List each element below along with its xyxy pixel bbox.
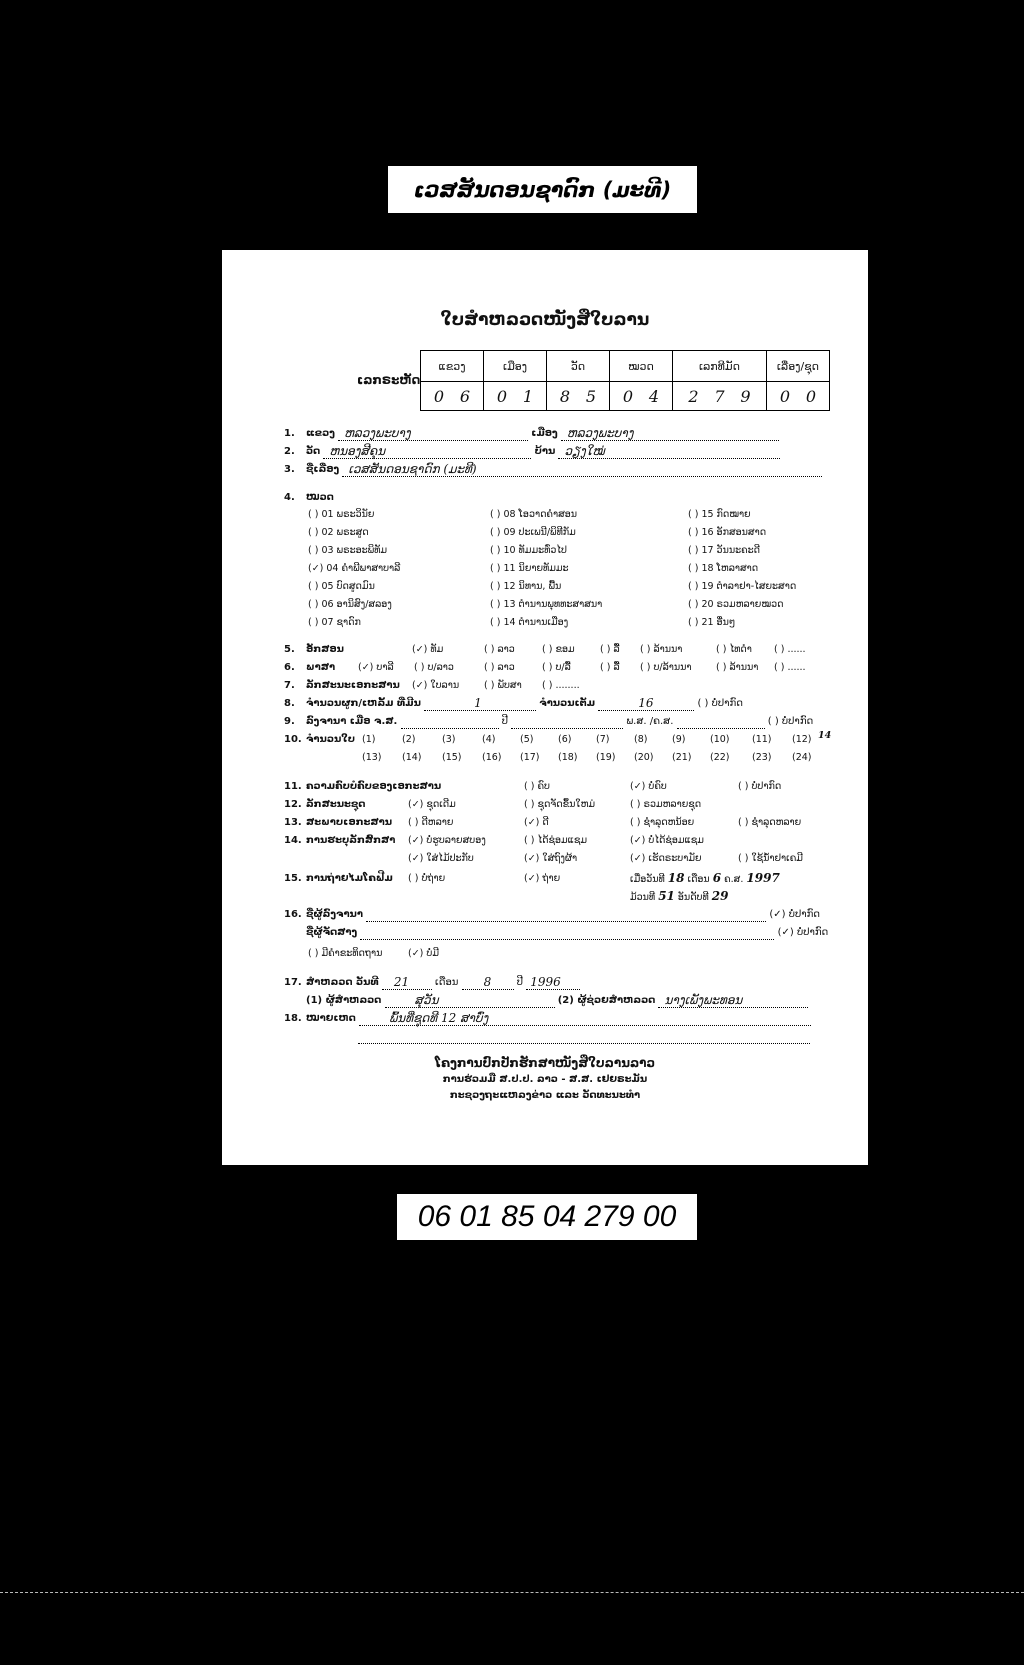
- code-digit: 4: [648, 386, 660, 406]
- completeness-option: (✓) ບໍ່ຄົບ: [630, 781, 667, 792]
- field-label: ບ້ານ: [534, 446, 556, 457]
- category-option: ( ) 10 ທັມມະທົ່ວໄປ: [490, 545, 567, 556]
- page-box: (6): [558, 734, 572, 745]
- survey-year: 1996: [530, 975, 561, 989]
- code-digit: 0: [779, 386, 791, 406]
- language-option: ( ) ບ/ລ້ານນາ: [640, 662, 692, 673]
- category-option: ( ) 15 ກົດໝາຍ: [688, 509, 751, 520]
- form-title: ໃບສຳຫລວດໜັງສືໃບລານ: [440, 310, 650, 330]
- page-box: (8): [634, 734, 648, 745]
- category-option: ( ) 14 ຕຳນານເມືອງ: [490, 617, 569, 628]
- survey-month-label: ເດືອນ: [435, 977, 459, 988]
- code-header-story: ເລື່ອງ/ຊຸດ: [767, 351, 830, 382]
- bundles-value: 1: [474, 696, 482, 710]
- code-header-temple: ວັດ: [547, 351, 610, 382]
- field-number: 15.: [284, 873, 302, 884]
- field-label: ຈຳນວນຜູກ/ເຫລັ້ມ ທີ່ມີນ: [306, 698, 421, 709]
- story-value-line: [342, 464, 822, 477]
- page-box: (13): [362, 752, 382, 763]
- category-option: ( ) 09 ປະເພນີ/ພິທີກັມ: [490, 527, 576, 538]
- code-cell-category: [610, 382, 673, 411]
- field-number: 18.: [284, 1013, 302, 1024]
- survey-day: 21: [393, 975, 410, 989]
- category-option: ( ) 16 ອັກສອນສາດ: [688, 527, 767, 538]
- prayer-option: ( ) ມີຄຳຂະທິດຖານ: [308, 948, 383, 959]
- preservation-option: (✓) ບໍ່ຮູບລາຍສບອງ: [408, 835, 486, 846]
- script-option: ( ) ລາວ: [484, 644, 515, 655]
- donor-line: [366, 909, 766, 922]
- surveyor-row: [306, 994, 808, 1008]
- microfilm-row: [284, 872, 393, 886]
- category-option: ( ) 01 ພຣະວິນັຍ: [308, 509, 375, 520]
- scribe-line: [360, 927, 774, 940]
- material-option: (✓) ໃບລານ: [412, 680, 460, 691]
- remarks-row-2: [358, 1030, 810, 1044]
- remarks-line-2: [358, 1031, 810, 1044]
- field-number: 3.: [284, 464, 295, 475]
- survey-date-row: [284, 976, 580, 990]
- surveyor-name: ສຸວັນ: [414, 993, 439, 1007]
- category-option: ( ) 19 ຕຳລາຢາ-ໄສຍະສາດ: [688, 581, 797, 592]
- script-option: (✓) ທັມ: [412, 644, 444, 655]
- surveyor-line: [385, 995, 555, 1008]
- code-digit: 5: [585, 386, 597, 406]
- code-digit: 7: [714, 386, 725, 406]
- page-box: (5): [520, 734, 534, 745]
- date-year-label: ປີ: [501, 716, 508, 727]
- microfilm-reel-value: 51: [658, 889, 675, 903]
- province-value: ຫລວງພະບາງ: [344, 426, 411, 440]
- page-box: (16): [482, 752, 502, 763]
- page-box: (20): [634, 752, 654, 763]
- page-box: (24): [792, 752, 812, 763]
- preservation-row: [284, 834, 395, 848]
- material-option: ( ) ພັບສາ: [484, 680, 522, 691]
- page-box: (22): [710, 752, 730, 763]
- field-label: ສຳຫລວດ ວັນທີ: [306, 977, 379, 988]
- field-label: ພາສາ: [306, 662, 336, 673]
- code-digit: 9: [740, 386, 751, 406]
- set-option: ( ) ຣວມຫລາຍຊຸດ: [630, 799, 702, 810]
- language-option: ( ) ບ/ລາວ: [414, 662, 454, 673]
- code-label: ເລກຣະຫັດ: [357, 373, 421, 387]
- page-box: (21): [672, 752, 692, 763]
- completeness-option: ( ) ບໍ່ປາກົດ: [738, 781, 782, 792]
- page-box: (3): [442, 734, 456, 745]
- microfilm-option: ( ) ບໍ່ຖ່າຍ: [408, 873, 446, 884]
- set-option: ( ) ຊຸດຈັດຂຶ້ນໃຫມ່: [524, 799, 596, 810]
- microfilm-month: 6: [712, 871, 722, 885]
- page-box: (4): [482, 734, 496, 745]
- field-province-row: [284, 427, 779, 441]
- survey-year-line: [526, 977, 580, 990]
- page-box: (12): [792, 734, 812, 745]
- category-option: ( ) 18 ໂຫລາສາດ: [688, 563, 759, 574]
- microfilm-order-value: 29: [711, 889, 729, 903]
- field-number: 10.: [284, 734, 302, 745]
- language-row: [284, 661, 335, 675]
- remarks-value: ພົ້ນທີ່ຊຸດທີ 12 ສາບົ່ງ: [389, 1011, 489, 1025]
- category-option: ( ) 11 ນິຍາຍທັມມະ: [490, 563, 569, 574]
- assistant-label: (2) ຜູ້ຊ່ວຍສຳຫລວດ: [557, 995, 656, 1006]
- district-value: ຫລວງພະບາງ: [566, 426, 634, 440]
- field-label: ລົງຈານາ ເມື່ອ ຈ.ສ.: [306, 716, 398, 727]
- district-value-line: [561, 428, 779, 441]
- date-be-line: [677, 716, 765, 729]
- field-label: ຊື່ຜູ້ຈັດສາງ: [306, 927, 358, 938]
- language-option: ( ) ລາວ: [484, 662, 515, 673]
- microfilm-reel: [630, 889, 728, 903]
- scribe-row: [306, 926, 828, 940]
- survey-year-label: ປີ: [516, 977, 524, 988]
- microfilm-year: 1997: [746, 871, 780, 885]
- language-option: ( ) ລື້: [600, 662, 620, 673]
- page-box: (10): [710, 734, 730, 745]
- field-label: ວັດ: [306, 446, 321, 457]
- bundles-total: 16: [638, 696, 654, 710]
- page-box: (19): [596, 752, 616, 763]
- field-number: 7.: [284, 680, 295, 691]
- script-option: ( ) ລ້ານນາ: [640, 644, 683, 655]
- set-row: [284, 798, 365, 812]
- category-option: ( ) 21 ອື່ນໆ: [688, 617, 736, 628]
- microfilm-day: 18: [667, 871, 685, 885]
- surveyor-label: (1) ຜູ້ສຳຫລວດ: [306, 995, 382, 1006]
- preservation-option: (✓) ໃສ່ໄມ້ປະກັບ: [408, 853, 474, 864]
- category-option: ( ) 07 ຊາດົກ: [308, 617, 361, 628]
- field-label: ຊື່ເລື່ອງ: [306, 464, 340, 475]
- bundles-value-line: [424, 698, 536, 711]
- bundles-total-line: [598, 698, 694, 711]
- field-label: ສະພາບເອກະສານ: [306, 817, 393, 828]
- village-value-line: [558, 446, 780, 459]
- page-box: (11): [752, 734, 772, 745]
- bundles-row: [284, 697, 743, 711]
- category-option: ( ) 17 ວັນນະຄະດີ: [688, 545, 760, 556]
- document-title-label: ເວສສັນດອນຊາດົກ (ມະທີ): [388, 166, 697, 213]
- field-number: 2.: [284, 446, 295, 457]
- page-count-mark: 14: [818, 730, 832, 741]
- field-label: ໝາຍເຫດ: [306, 1013, 356, 1024]
- page-box: (23): [752, 752, 772, 763]
- language-option: (✓) ບາລີ: [358, 662, 394, 673]
- preservation-option: (✓) ໃສ່ຖົງຜ້າ: [524, 853, 578, 864]
- material-row: [284, 679, 400, 693]
- page-box: (9): [672, 734, 686, 745]
- code-header-district: ເມືອງ: [484, 351, 547, 382]
- field-label: ເມືອງ: [531, 428, 558, 439]
- code-header-province: ແຂວງ: [421, 351, 484, 382]
- province-value-line: [338, 428, 528, 441]
- language-option: ( ) ລ້ານນາ: [716, 662, 759, 673]
- completeness-row: [284, 780, 441, 794]
- temple-value: ຫນອງສີຄຸນ: [329, 444, 386, 458]
- page-box: (7): [596, 734, 610, 745]
- field-label: ລັກສະນະເອກະສານ: [306, 680, 400, 691]
- category-option: ( ) 02 ພຣະສູດ: [308, 527, 369, 538]
- pages-row: [284, 733, 355, 747]
- code-digit: 6: [459, 386, 471, 406]
- manuscript-code-label: 06 01 85 04 279 00: [397, 1194, 697, 1240]
- field-label: ຊື່ຜູ້ລົງຈານາ: [306, 909, 363, 920]
- page-box: (1): [362, 734, 376, 745]
- code-digit: 0: [433, 386, 445, 406]
- bundles-unknown: ( ) ບໍ່ປາກົດ: [697, 698, 743, 709]
- page-box: (15): [442, 752, 462, 763]
- field-number: 12.: [284, 799, 302, 810]
- field-number: 4.: [284, 492, 295, 503]
- code-cell-district: [484, 382, 547, 411]
- page-box: (17): [520, 752, 540, 763]
- condition-option: ( ) ຊຳລຸດຫນ້ອຍ: [630, 817, 695, 828]
- code-header-category: ໝວດ: [610, 351, 673, 382]
- script-option: ( ) ຂອມ: [542, 644, 575, 655]
- field-number: 1.: [284, 428, 295, 439]
- microfilm-month-label: ເດືອນ: [687, 874, 710, 885]
- field-number: 17.: [284, 977, 302, 988]
- date-be-label: ພ.ສ. /ຄ.ສ.: [626, 716, 674, 727]
- code-table: [420, 350, 830, 411]
- field-label: ລັກສະນະຊຸດ: [306, 799, 366, 810]
- script-option: ( ) ລື້: [600, 644, 620, 655]
- category-option: ( ) 12 ນິທານ, ພື້ນ: [490, 581, 562, 592]
- language-option: ( ) ບ/ລື້: [542, 662, 571, 673]
- code-digit: 0: [496, 386, 508, 406]
- field-number: 5.: [284, 644, 295, 655]
- code-cell-story: [767, 382, 830, 411]
- field-label: ຈຳນວນເຕັມ: [539, 698, 596, 709]
- project-name: ໂຄງການປົກປັກຮັກສາໜັງສືໃບລານລາວ: [434, 1056, 656, 1070]
- scribe-unknown: (✓) ບໍ່ປາກົດ: [777, 927, 829, 938]
- assistant-name: ນາງເພັງພະທອນ: [664, 993, 743, 1007]
- story-value: ເວສສັນດອນຊາດົກ (ມະທີ): [348, 462, 477, 476]
- script-option: ( ) ໄທດຳ: [716, 644, 752, 655]
- category-row: [284, 491, 334, 505]
- preservation-option: ( ) ໄດ້ຊ່ອມແຊມ: [524, 835, 588, 846]
- scan-edge-line: [0, 1592, 1024, 1593]
- category-option: ( ) 05 ບົດສູດມົນ: [308, 581, 375, 592]
- microfilm-when-label: ເມື່ອວັນທີ: [630, 874, 665, 885]
- microfilm-order-label: ອັນດັບທີ: [677, 892, 709, 903]
- preservation-option: ( ) ໃຊ້ນ້ຳຢາເຄມີ: [738, 853, 803, 864]
- field-number: 11.: [284, 781, 302, 792]
- script-row: [284, 643, 344, 657]
- remarks-row: [284, 1012, 811, 1026]
- field-label: ການຮະບຸລັກສົກສາ: [306, 835, 396, 846]
- code-header-bundle: ເລກທີມັດ: [673, 351, 767, 382]
- donor-row: [284, 908, 820, 922]
- field-number: 16.: [284, 909, 302, 920]
- condition-row: [284, 816, 392, 830]
- preservation-option: (✓) ເຮັດຣະບາມັຍ: [630, 853, 702, 864]
- code-digit: 8: [559, 386, 571, 406]
- ministry-name: ກະຊວງຖະແຫລງຂ່າວ ແລະ ວັດທະນະທຳ: [449, 1090, 641, 1101]
- condition-option: (✓) ດີ: [524, 817, 549, 828]
- category-option: (✓) 04 ຄຳພີພາສາບາລີ: [308, 563, 401, 574]
- field-number: 6.: [284, 662, 295, 673]
- survey-month-line: [462, 977, 514, 990]
- field-label: ຄວາມຄົບບໍຄົບຂອງເອກະສານ: [306, 781, 442, 792]
- village-value: ວຽງໃໝ່: [564, 444, 605, 458]
- page-box: (2): [402, 734, 416, 745]
- category-option: ( ) 08 ໂອວາດຄຳສອນ: [490, 509, 578, 520]
- field-number: 14.: [284, 835, 302, 846]
- microfilm-date: [630, 871, 780, 885]
- survey-form: [222, 250, 868, 1165]
- donor-unknown: (✓) ບໍ່ປາກົດ: [769, 909, 820, 920]
- code-cell-province: [421, 382, 484, 411]
- category-option: ( ) 13 ຕຳນານພຸທທະສາສນາ: [490, 599, 603, 610]
- field-number: 9.: [284, 716, 295, 727]
- code-digit: 0: [622, 386, 634, 406]
- category-option: ( ) 03 ພຣະອະພິທັມ: [308, 545, 388, 556]
- category-option: ( ) 06 ອານິສົງ/ສລອງ: [308, 599, 392, 610]
- field-number: 8.: [284, 698, 295, 709]
- script-option: ( ) ......: [774, 644, 806, 655]
- completeness-option: ( ) ຄົບ: [524, 781, 550, 792]
- date-year-line: [511, 716, 623, 729]
- code-digit: 1: [522, 386, 534, 406]
- field-label: ຈຳນວນໃບ: [306, 734, 356, 745]
- category-option: ( ) 20 ຣວມຫລາຍໝວດ: [688, 599, 784, 610]
- code-cell-bundle: [673, 382, 767, 411]
- survey-day-line: [382, 977, 432, 990]
- field-label: ອັກສອນ: [306, 644, 344, 655]
- cooperation-note: ການຮ່ວມມື ສ.ປ.ປ. ລາວ - ສ.ສ. ເຢຍຣະມັນ: [442, 1074, 648, 1085]
- material-option: ( ) ........: [542, 680, 580, 691]
- prayer-option: (✓) ບໍ່ມີ: [408, 948, 439, 959]
- date-unknown: ( ) ບໍ່ປາກົດ: [767, 716, 814, 727]
- assistant-line: [658, 995, 808, 1008]
- code-digit: 0: [805, 386, 817, 406]
- date-row: [284, 715, 813, 729]
- field-label: ການຖ່າຍໄມໂຄຟີມ: [306, 873, 393, 884]
- code-digit: 2: [688, 386, 699, 406]
- language-option: ( ) ......: [774, 662, 806, 673]
- microfilm-year-label: ຄ.ສ.: [724, 874, 744, 885]
- microfilm-option: (✓) ຖ່າຍ: [524, 873, 561, 884]
- field-label: ແຂວງ: [306, 428, 335, 439]
- remarks-line: [359, 1013, 811, 1026]
- temple-value-line: [323, 446, 531, 459]
- set-option: (✓) ຊຸດເດີມ: [408, 799, 456, 810]
- condition-option: ( ) ຊຳລຸດຫລາຍ: [738, 817, 802, 828]
- field-label: ໝວດ: [306, 492, 334, 503]
- survey-month: 8: [483, 975, 492, 989]
- code-cell-temple: [547, 382, 610, 411]
- preservation-option: (✓) ບໍ່ໄດ້ຊ່ອມແຊມ: [630, 835, 704, 846]
- condition-option: ( ) ດີຫລາຍ: [408, 817, 454, 828]
- field-number: 13.: [284, 817, 302, 828]
- page-box: (18): [558, 752, 578, 763]
- field-story-row: [284, 463, 822, 477]
- date-cs-line: [401, 716, 499, 729]
- field-temple-row: [284, 445, 780, 459]
- microfilm-reel-label: ມ້ວນທີ: [630, 892, 656, 903]
- page-box: (14): [402, 752, 422, 763]
